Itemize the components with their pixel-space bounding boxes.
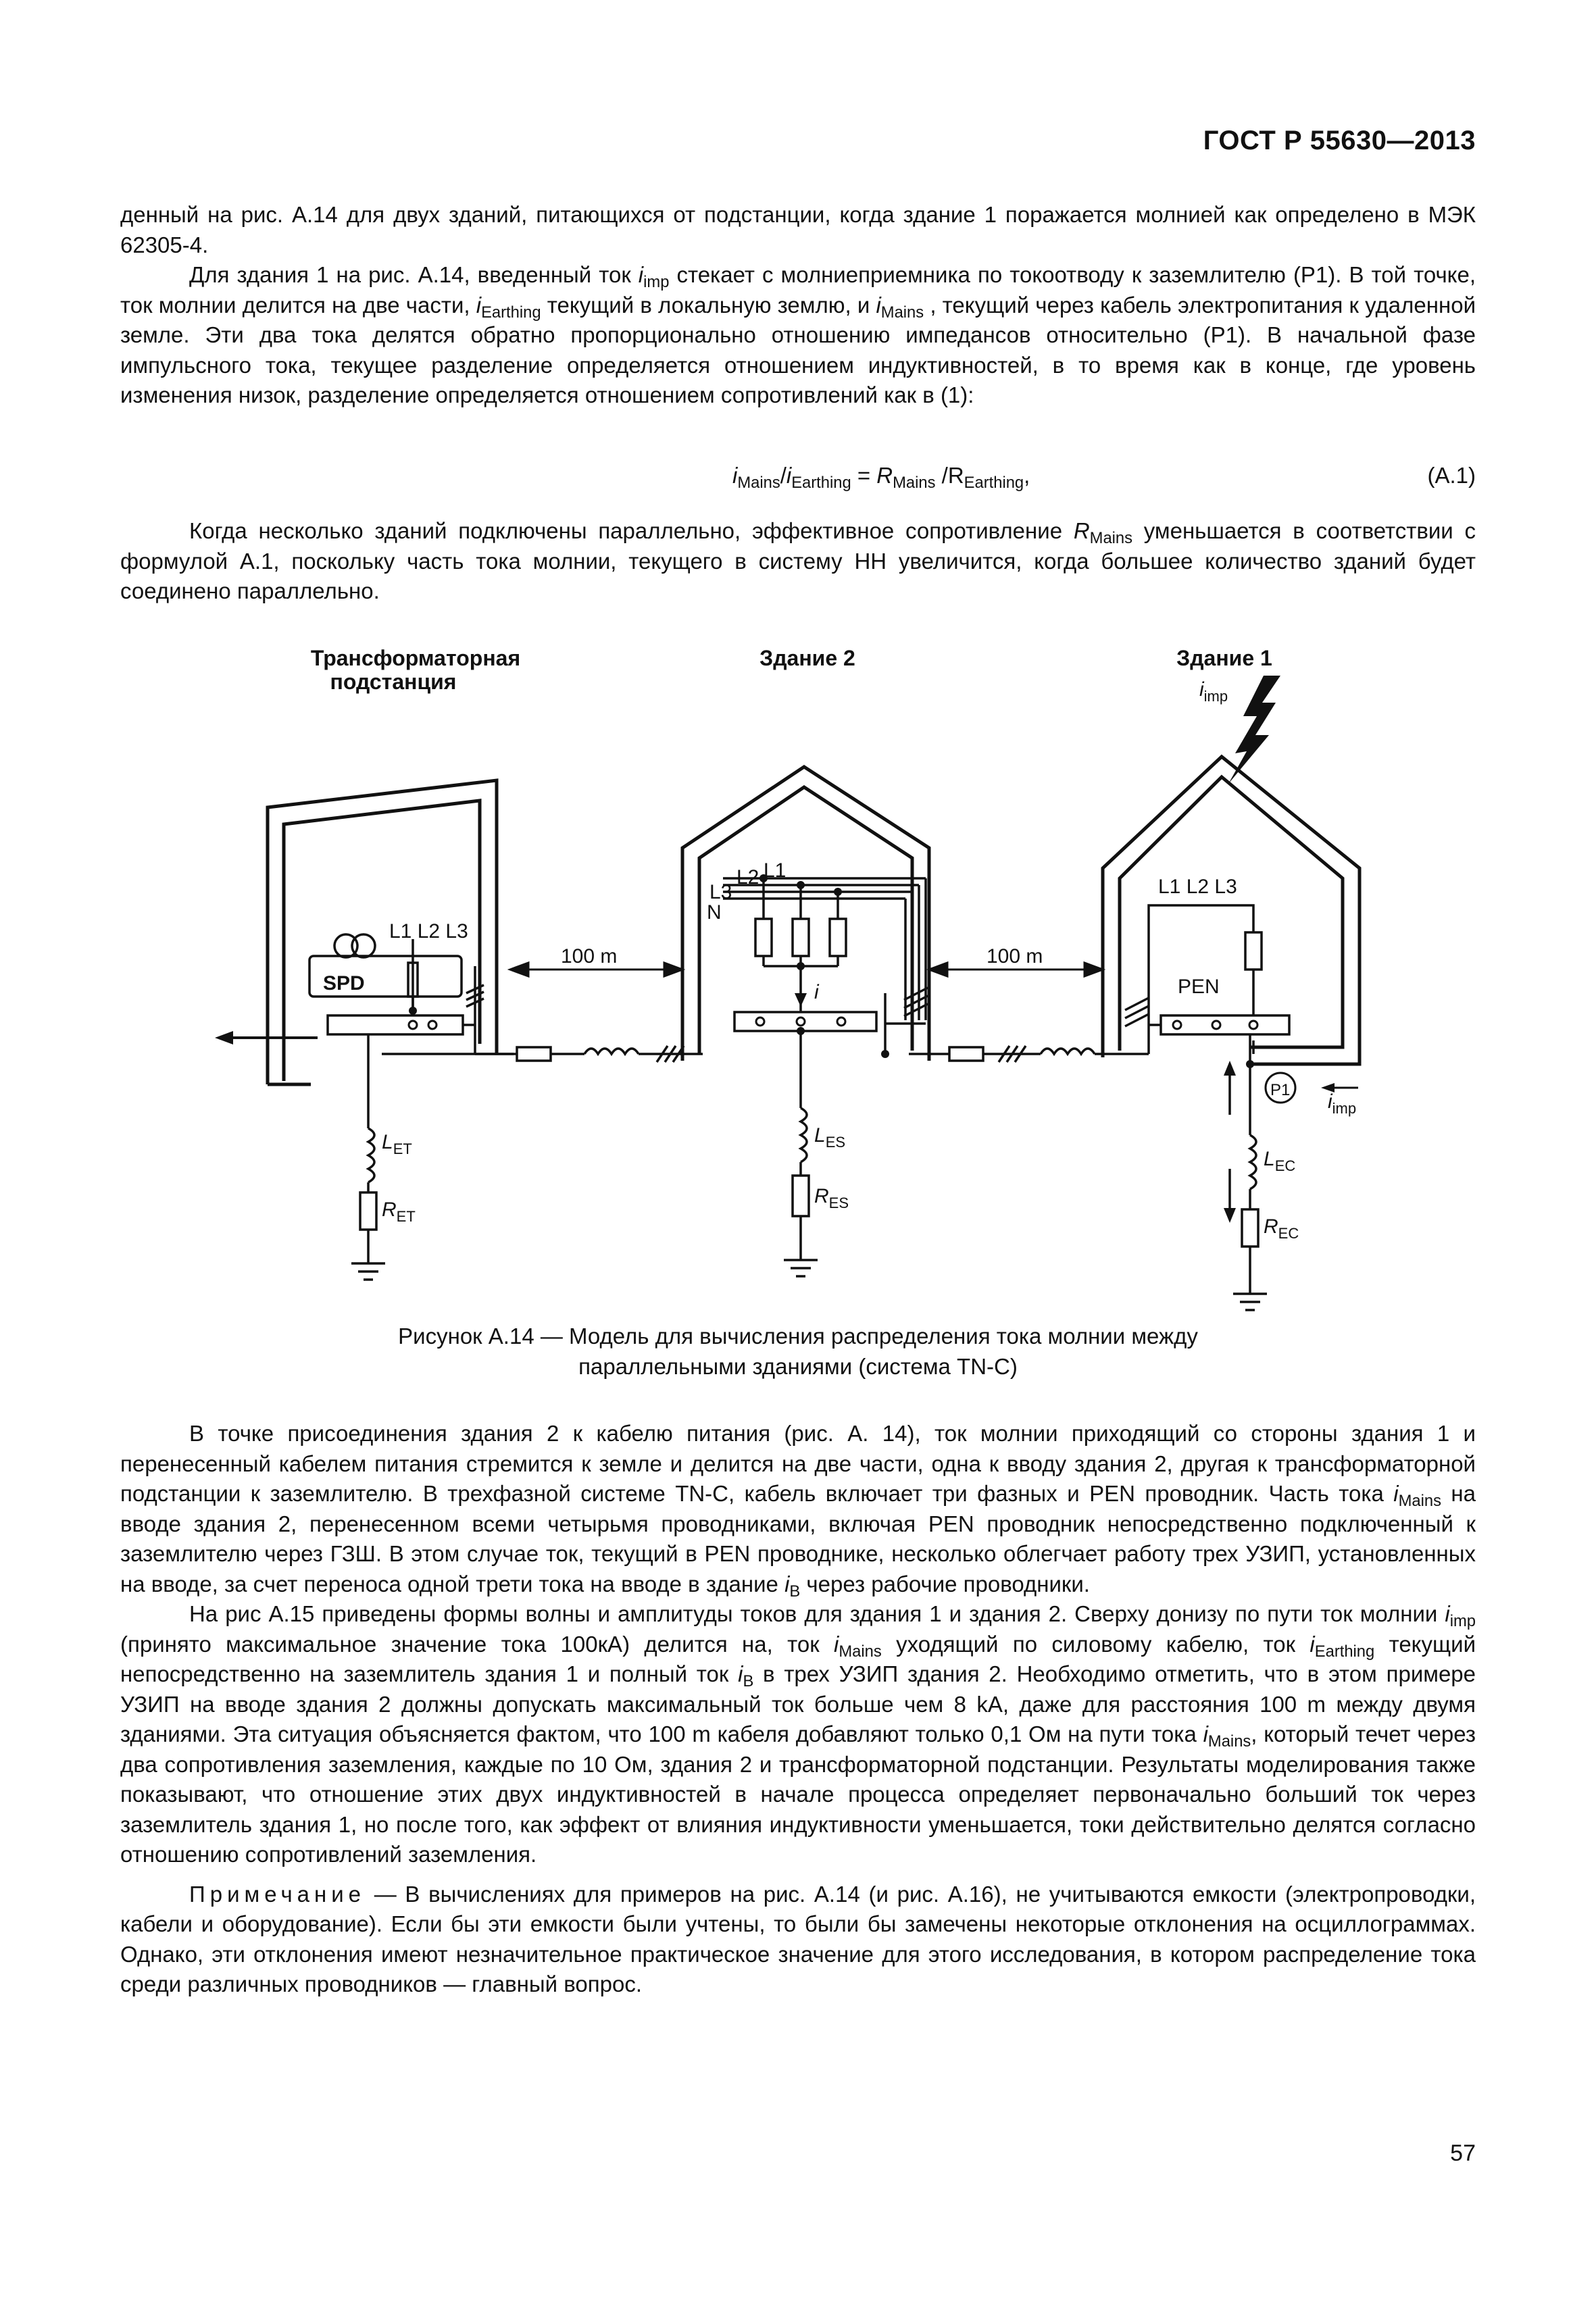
- label-r-es: $R_{ES}$: [814, 1185, 849, 1211]
- label-i-imp-top: $i_{imp}$: [1199, 678, 1228, 705]
- paragraph-waveforms: На рис А.15 приведены формы волны и амплитуды токов для здания 1 и здания 2. Сверху донизу по пути ток молнии $i_{imp}$ (принято максимальное значение тока 100кА) делится на, ток $i_{Mains}$ уходящий по силовому кабелю, ток $i_{Earthing}$ текущий непосредственно на заземлитель здания 1 и полный ток $i_B$ в трех УЗИП здания 2. Необходимо отметить, что в этом примере УЗИП на вводе здания 2 должны допускать максимальный ток больше чем 8 kA, даже для расстояния 100 m между двумя зданиями. Эта ситуация объясняется фактом, что 100 m кабеля добавляют только 0,1 Ом на пути тока $i_{Mains}$, который течет через два сопротивления заземления, каждые по 10 Ом, здания 2 и трансформаторной подстанции. Результаты моделирования также показывают, что отношение этих двух индуктивностей в начале процесса определяет первоначально больший ток через заземлитель здания 1, но после того, как эффект от влияния индуктивности уменьшается, токи действительно делятся согласно отношению сопротивлений заземления.: [120, 1601, 1476, 1867]
- label-distance-2: 100 m: [987, 945, 1043, 967]
- formula-expression: $i_{Mains}/i_{Earthing} = R_{Mains}$ $/R_{Earthing}$,: [732, 463, 1030, 493]
- label-building-1: Здание 1: [1176, 646, 1272, 670]
- formula-a1: [120, 463, 1476, 497]
- bottom-text-block: [120, 1419, 1476, 2000]
- label-building1-phases: L1 L2 L3: [1158, 876, 1237, 898]
- label-l-ec: $L_{EC}$: [1264, 1148, 1296, 1174]
- label-n: N: [707, 901, 722, 924]
- label-i-imp-bottom: $i_{imp}$: [1328, 1090, 1357, 1117]
- label-substation-line1: Трансформаторная: [310, 646, 521, 670]
- label-l3: L3: [709, 881, 732, 903]
- label-l-es: $L_{ES}$: [814, 1124, 846, 1151]
- label-building-2: Здание 2: [759, 646, 855, 670]
- label-distance-1: 100 m: [561, 945, 618, 967]
- paragraph-continuation: денный на рис. А.14 для двух зданий, питающихся от подстанции, когда здание 1 поражается молнией как определено в МЭК 62305-4.: [120, 202, 1476, 257]
- label-l2: L2: [737, 866, 759, 888]
- building-2-internals: [723, 878, 928, 1276]
- label-p1: P1: [1270, 1081, 1291, 1099]
- middle-text-block: [120, 516, 1476, 607]
- label-r-et: $R_{ET}$: [382, 1199, 416, 1225]
- label-spd: SPD: [323, 972, 365, 995]
- paragraph-building1-current: Для здания 1 на рис. А.14, введенный ток $i_{imp}$ стекает с молниеприемника по токоотводу к заземлителю (P1). В той точке, ток молнии делится на две части, $i_{Earthing}$ текущий в локальную землю, и $i_{Mains}$ , текущий через кабель электропитания к удаленной земле. Эти два тока делятся обратно пропорционально отношению импедансов относительно (P1). В начальной фазе импульсного тока, текущее разделение определяется отношением индуктивностей, в то время как в конце, где уровень изменения низок, разделение определяется отношением сопротивлений как в (1):: [120, 262, 1476, 407]
- label-l1: L1: [764, 859, 787, 882]
- formula-number: (А.1): [1427, 463, 1476, 488]
- power-cables: [475, 1046, 1149, 1062]
- label-substation-phases: L1 L2 L3: [389, 920, 468, 942]
- figure-a14-diagram: [0, 628, 1596, 1317]
- arrow-left-icon: [215, 1031, 233, 1045]
- label-i-b: i: [814, 981, 819, 1003]
- page-number: 57: [1450, 2140, 1476, 2166]
- paragraph-note: Примечание — В вычислениях для примеров на рис. А.14 (и рис. А.16), не учитываются емкости (электропроводки, кабели и оборудование). Если бы эти емкости были учтены, то были бы замечены некоторые отклонения на осциллограммах. Однако, эти отклонения имеют незначительное практическое значение для этого исследования, в котором распределение тока среди различных проводников — главный вопрос.: [120, 1881, 1476, 1996]
- document-header-title: ГОСТ Р 55630—2013: [1203, 126, 1476, 155]
- figure-caption: [0, 1321, 1596, 1382]
- label-pen: PEN: [1178, 976, 1220, 998]
- top-text-block: [120, 200, 1476, 411]
- figure-caption-line2: параллельными зданиями (система TN-C): [578, 1354, 1018, 1379]
- note-label: Примечание: [189, 1881, 366, 1907]
- paragraph-connection-point: В точке присоединения здания 2 к кабелю питания (рис. А. 14), ток молнии приходящий со стороны здания 1 и перенесенный кабелем питания стремится к земле и делится на две части, одна к вводу здания 2, другая к трансформаторной подстанции к заземлителю. В трехфазной системе TN-C, кабель включает три фазных и PEN проводник. Часть тока $i_{Mains}$ на вводе здания 2, перенесенном всеми четырьмя проводниками, включая PEN проводник непосредственно подключенный к заземлителю через ГЗШ. В этом случае ток, текущий в PEN проводнике, несколько облегчает работу трех УЗИП, установленных на вводе, за счет переноса одной трети тока на вводе в здание $i_B$ через рабочие проводники.: [120, 1421, 1476, 1601]
- paragraph-parallel-buildings: Когда несколько зданий подключены параллельно, эффективное сопротивление $R_{Mains}$ уменьшается в соответствии с формулой А.1, поскольку часть тока молнии, текущего в систему НН увеличится, когда большее количество зданий будет соединено параллельно.: [120, 518, 1476, 603]
- figure-caption-line1: Рисунок А.14 — Модель для вычисления распределения тока молнии между: [398, 1324, 1198, 1349]
- label-r-ec: $R_{EC}$: [1264, 1215, 1299, 1242]
- label-substation-line2: подстанция: [330, 670, 457, 694]
- building-1-internals: [1125, 905, 1289, 1310]
- label-l-et: $L_{ET}$: [382, 1131, 412, 1157]
